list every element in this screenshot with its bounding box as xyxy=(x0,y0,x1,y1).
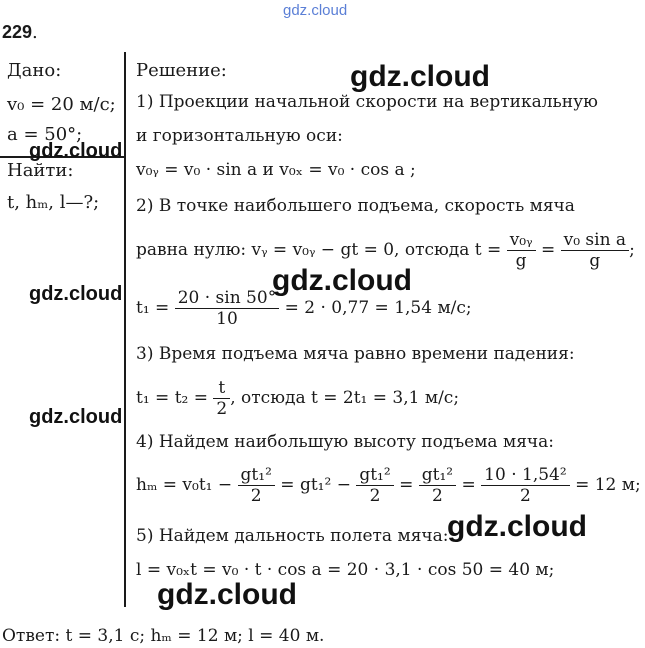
step4-fraction-1-num: gt₁² xyxy=(238,465,275,486)
watermark: gdz.cloud xyxy=(272,264,412,297)
step3-fraction-num: t xyxy=(213,378,230,399)
t1-fraction xyxy=(175,288,280,329)
step2-end: ; xyxy=(629,240,635,260)
step4-fraction-1-den: 2 xyxy=(250,486,262,506)
step1-formula: v₀ᵧ = v₀ · sin a и v₀ₓ = v₀ · cos a ; xyxy=(136,160,416,180)
step2-fraction-1 xyxy=(507,230,536,271)
given-label: Дано: xyxy=(7,60,62,81)
watermark: gdz.cloud xyxy=(29,283,123,305)
step2-fraction-1-num: v₀ᵧ xyxy=(507,230,536,251)
problem-number-line xyxy=(2,22,38,43)
step2-fraction-2 xyxy=(561,230,629,271)
step4-equals-2: = xyxy=(461,475,476,495)
problem-number-dot: . xyxy=(32,22,38,43)
problem-number: 229 xyxy=(2,22,33,42)
step4-post: = 12 м; xyxy=(575,475,641,495)
step3-pre: t₁ = t₂ = xyxy=(136,388,208,408)
find-values: t, hₘ, l—?; xyxy=(7,192,100,213)
find-label: Найти: xyxy=(7,160,74,181)
t1-fraction-num: 20 · sin 50° xyxy=(175,288,280,309)
step2-equals: = xyxy=(540,240,556,260)
step3-line: 3) Время подъема мяча равно времени падения: xyxy=(136,344,575,364)
t1-fraction-den: 10 xyxy=(216,309,238,329)
t1-pre: t₁ = xyxy=(136,298,170,318)
watermark: gdz.cloud xyxy=(29,140,123,162)
given-v0: v₀ = 20 м/с; xyxy=(7,94,116,115)
step2-line1: 2) В точке наибольшего подъема, скорость мяча xyxy=(136,196,575,216)
step4-formula xyxy=(136,465,641,506)
t1-post: = 2 · 0,77 = 1,54 м/с; xyxy=(284,298,472,318)
solution-label: Решение: xyxy=(136,60,227,81)
step3-post: , отсюда t = 2t₁ = 3,1 м/с; xyxy=(230,388,460,408)
step4-fraction-3 xyxy=(419,465,456,506)
step4-line: 4) Найдем наибольшую высоту подъема мяча: xyxy=(136,432,555,452)
watermark-top: gdz.cloud xyxy=(283,2,348,19)
answer-line: Ответ: t = 3,1 с; hₘ = 12 м; l = 40 м. xyxy=(2,626,325,646)
step2-fraction-2-den: g xyxy=(589,251,601,271)
step4-mid: = gt₁² − xyxy=(280,475,351,495)
step4-fraction-3-den: 2 xyxy=(432,486,443,506)
watermark: gdz.cloud xyxy=(447,510,587,543)
step4-fraction-2-den: 2 xyxy=(369,486,381,506)
step4-fraction-4 xyxy=(481,465,570,506)
step2-text: равна нулю: vᵧ = v₀ᵧ − gt = 0, отсюда t = xyxy=(136,240,502,260)
step3-formula xyxy=(136,378,459,419)
step4-fraction-1 xyxy=(238,465,275,506)
step3-fraction xyxy=(213,378,230,419)
step4-fraction-2-num: gt₁² xyxy=(356,465,393,486)
step4-fraction-4-num: 10 · 1,54² xyxy=(481,465,570,486)
step4-equals: = xyxy=(399,475,414,495)
step4-fraction-2 xyxy=(356,465,393,506)
step2-fraction-1-den: g xyxy=(515,251,527,271)
step1-line2: и горизонтальную оси: xyxy=(136,126,343,146)
watermark: gdz.cloud xyxy=(29,406,123,428)
step2-fraction-2-num: v₀ sin a xyxy=(561,230,629,251)
divider-vertical xyxy=(124,52,126,607)
step4-fraction-3-num: gt₁² xyxy=(419,465,456,486)
given-angle: a = 50°; xyxy=(7,124,83,145)
step4-pre: hₘ = v₀t₁ − xyxy=(136,475,233,495)
watermark: gdz.cloud xyxy=(350,60,490,93)
watermark: gdz.cloud xyxy=(157,578,297,611)
step5-formula: l = v₀ₓt = v₀ · t · cos a = 20 · 3,1 · cos 50 = 40 м; xyxy=(136,560,555,580)
step4-fraction-4-den: 2 xyxy=(520,486,531,506)
step1-line1: 1) Проекции начальной скорости на вертикальную xyxy=(136,92,598,112)
step3-fraction-den: 2 xyxy=(216,399,228,419)
step5-line: 5) Найдем дальность полета мяча: xyxy=(136,526,449,546)
